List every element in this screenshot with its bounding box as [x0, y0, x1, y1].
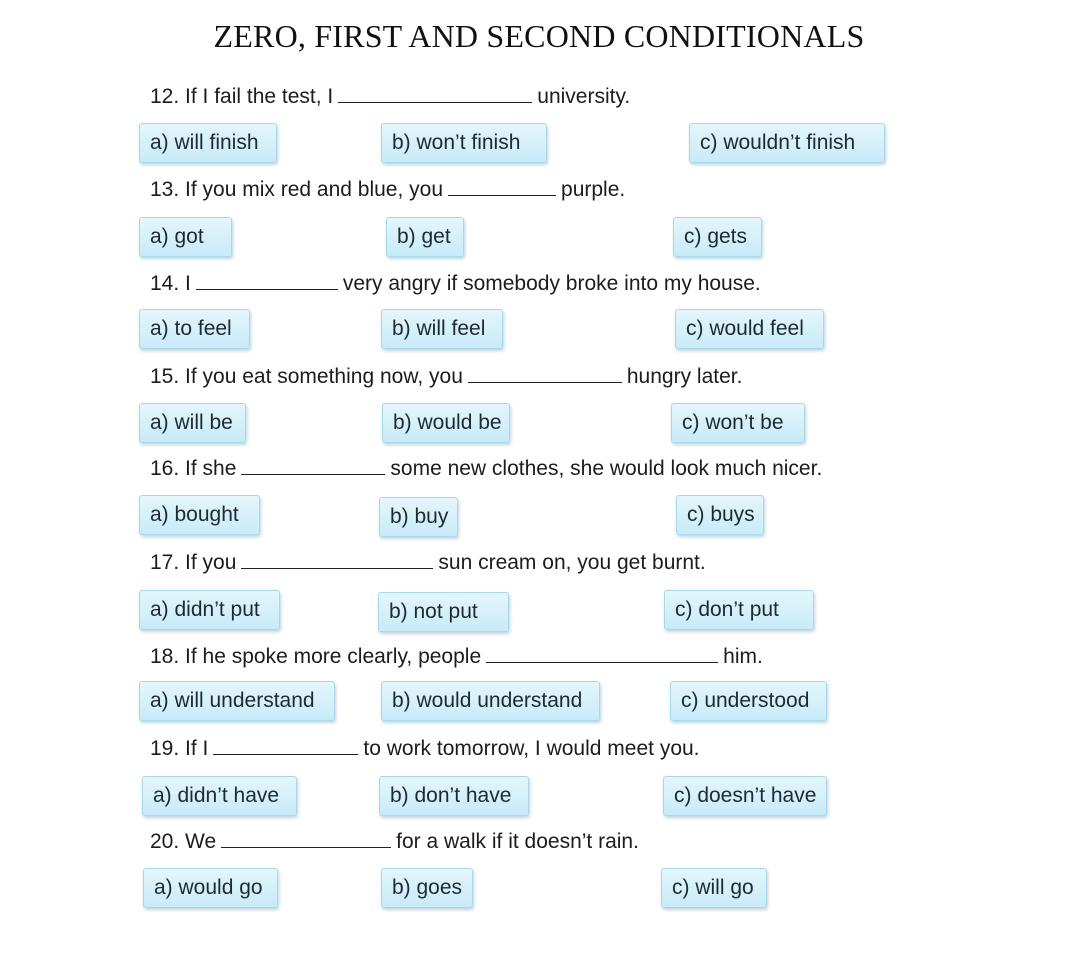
question-text-before: 19. If I — [150, 737, 209, 760]
question-text-before: 16. If she — [150, 457, 237, 480]
option-c-button[interactable]: c) doesn’t have — [663, 776, 827, 816]
question-text-after: purple. — [561, 178, 626, 201]
question-20 — [150, 829, 639, 855]
question-13 — [150, 177, 625, 203]
question-text-before: 13. If you mix red and blue, you — [150, 178, 444, 201]
option-a-button[interactable]: a) would go — [143, 868, 278, 908]
answer-blank — [221, 829, 391, 848]
question-16 — [150, 456, 822, 482]
option-a-button[interactable]: a) got — [139, 217, 232, 257]
option-b-button[interactable]: b) buy — [379, 497, 458, 537]
answer-blank — [448, 177, 556, 196]
option-a-button[interactable]: a) to feel — [139, 309, 250, 349]
option-b-button[interactable]: b) get — [386, 217, 464, 257]
question-text-after: him. — [723, 645, 763, 668]
option-c-button[interactable]: c) understood — [670, 681, 827, 721]
question-text-after: university. — [537, 85, 631, 108]
question-15 — [150, 364, 742, 390]
option-b-button[interactable]: b) would understand — [381, 681, 600, 721]
option-c-button[interactable]: c) gets — [673, 217, 762, 257]
question-19 — [150, 736, 700, 762]
question-text-after: very angry if somebody broke into my house. — [342, 272, 761, 295]
question-text-after: for a walk if it doesn’t rain. — [396, 830, 639, 853]
question-text-before: 17. If you — [150, 551, 237, 574]
option-c-button[interactable]: c) wouldn’t finish — [689, 123, 885, 163]
question-text-after: hungry later. — [626, 365, 743, 388]
question-text-after: to work tomorrow, I would meet you. — [363, 737, 700, 760]
question-text-after: sun cream on, you get burnt. — [438, 551, 706, 574]
option-c-button[interactable]: c) don’t put — [664, 590, 814, 630]
option-c-button[interactable]: c) would feel — [675, 309, 824, 349]
option-a-button[interactable]: a) will understand — [139, 681, 335, 721]
question-12 — [150, 84, 630, 110]
option-c-button[interactable]: c) buys — [676, 495, 764, 535]
option-a-button[interactable]: a) bought — [139, 495, 260, 535]
option-c-button[interactable]: c) won’t be — [671, 403, 805, 443]
question-14 — [150, 271, 761, 297]
option-a-button[interactable]: a) didn’t put — [139, 590, 280, 630]
question-text-before: 18. If he spoke more clearly, people — [150, 645, 482, 668]
answer-blank — [196, 271, 338, 290]
option-b-button[interactable]: b) goes — [381, 868, 473, 908]
question-text-before: 20. We — [150, 830, 217, 853]
option-a-button[interactable]: a) didn’t have — [142, 776, 297, 816]
option-b-button[interactable]: b) will feel — [381, 309, 503, 349]
option-a-button[interactable]: a) will finish — [139, 123, 277, 163]
question-18 — [150, 644, 763, 670]
question-17 — [150, 550, 706, 576]
option-b-button[interactable]: b) won’t finish — [381, 123, 547, 163]
question-text-after: some new clothes, she would look much nicer. — [390, 457, 823, 480]
question-text-before: 14. I — [150, 272, 191, 295]
option-c-button[interactable]: c) will go — [661, 868, 767, 908]
answer-blank — [338, 84, 532, 103]
option-b-button[interactable]: b) not put — [378, 592, 509, 632]
question-text-before: 15. If you eat something now, you — [150, 365, 463, 388]
option-b-button[interactable]: b) would be — [382, 403, 510, 443]
answer-blank — [241, 550, 433, 569]
question-text-before: 12. If I fail the test, I — [150, 85, 334, 108]
answer-blank — [486, 644, 718, 663]
option-b-button[interactable]: b) don’t have — [379, 776, 529, 816]
page-title: ZERO, FIRST AND SECOND CONDITIONALS — [213, 18, 865, 54]
answer-blank — [468, 364, 622, 383]
answer-blank — [241, 456, 385, 475]
option-a-button[interactable]: a) will be — [139, 403, 246, 443]
answer-blank — [213, 736, 358, 755]
